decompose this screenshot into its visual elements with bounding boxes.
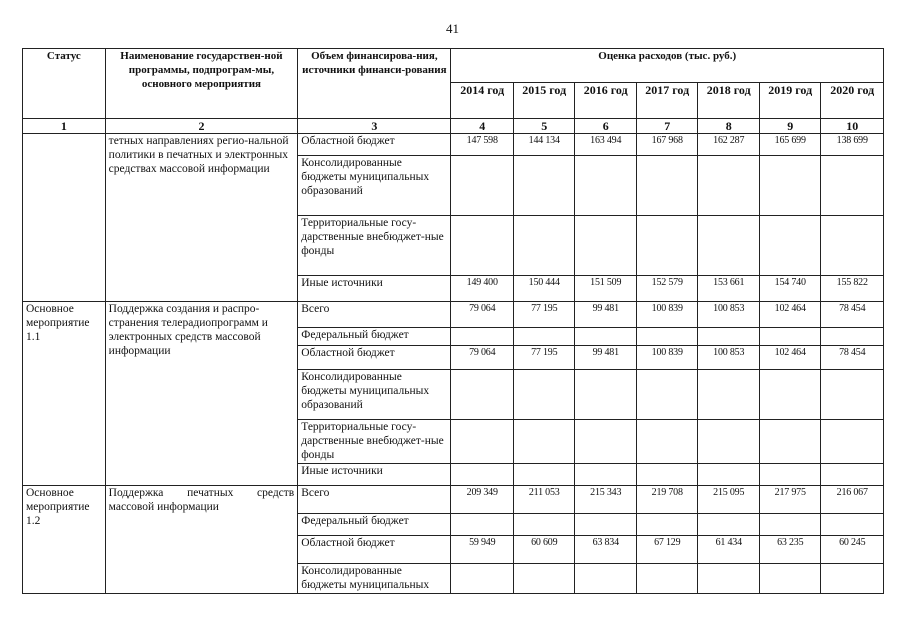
header-year: 2019 год	[759, 83, 821, 119]
value-cell	[759, 370, 821, 420]
value-cell	[575, 564, 637, 594]
value-cell: 77 195	[513, 346, 575, 370]
funding-source-cell: Всего	[298, 302, 451, 328]
column-number: 3	[298, 119, 451, 134]
value-cell	[698, 564, 760, 594]
value-cell: 165 699	[759, 134, 821, 156]
expenditure-table	[22, 48, 884, 594]
value-cell: 215 095	[698, 486, 760, 514]
value-cell	[575, 420, 637, 464]
value-cell: 63 235	[759, 536, 821, 564]
value-cell: 100 839	[636, 346, 698, 370]
value-cell: 100 839	[636, 302, 698, 328]
table-body	[23, 134, 884, 594]
funding-source-cell: Консолидированные бюджеты муниципальных образований	[298, 156, 451, 216]
header-year: 2017 год	[636, 83, 698, 119]
value-cell	[698, 514, 760, 536]
value-cell	[451, 156, 514, 216]
header-year: 2016 год	[575, 83, 637, 119]
value-cell: 79 064	[451, 302, 514, 328]
value-cell	[636, 464, 698, 486]
funding-source-cell: Областной бюджет	[298, 536, 451, 564]
header-year: 2014 год	[451, 83, 514, 119]
value-cell	[451, 464, 514, 486]
value-cell: 209 349	[451, 486, 514, 514]
value-cell	[513, 370, 575, 420]
value-cell: 216 067	[821, 486, 884, 514]
value-cell: 144 134	[513, 134, 575, 156]
value-cell	[513, 156, 575, 216]
value-cell	[759, 464, 821, 486]
header-year: 2015 год	[513, 83, 575, 119]
value-cell: 79 064	[451, 346, 514, 370]
value-cell: 147 598	[451, 134, 514, 156]
funding-source-cell: Областной бюджет	[298, 346, 451, 370]
column-number: 1	[23, 119, 106, 134]
funding-source-cell: Иные источники	[298, 276, 451, 302]
funding-source-cell: Областной бюджет	[298, 134, 451, 156]
column-number: 7	[636, 119, 698, 134]
value-cell	[759, 564, 821, 594]
value-cell	[698, 328, 760, 346]
program-cell: тетных направлениях регио-нальной политики в печатных и электронных средствах массовой информации	[105, 134, 298, 302]
value-cell	[575, 156, 637, 216]
value-cell: 100 853	[698, 346, 760, 370]
status-cell	[23, 134, 106, 302]
value-cell: 151 509	[575, 276, 637, 302]
value-cell	[513, 328, 575, 346]
value-cell	[513, 464, 575, 486]
funding-source-cell: Всего	[298, 486, 451, 514]
value-cell	[821, 370, 884, 420]
value-cell: 167 968	[636, 134, 698, 156]
header-funding: Объем финансирова-ния, источники финанси-рования	[298, 49, 451, 119]
column-number: 5	[513, 119, 575, 134]
value-cell	[513, 564, 575, 594]
value-cell	[821, 156, 884, 216]
value-cell	[451, 216, 514, 276]
status-cell: Основное мероприятие 1.2	[23, 486, 106, 594]
value-cell: 67 129	[636, 536, 698, 564]
value-cell: 155 822	[821, 276, 884, 302]
value-cell: 138 699	[821, 134, 884, 156]
value-cell	[698, 216, 760, 276]
value-cell	[759, 420, 821, 464]
value-cell	[636, 564, 698, 594]
value-cell: 99 481	[575, 302, 637, 328]
value-cell	[636, 328, 698, 346]
value-cell	[575, 464, 637, 486]
value-cell	[575, 370, 637, 420]
column-number: 2	[105, 119, 298, 134]
value-cell	[513, 514, 575, 536]
value-cell	[513, 420, 575, 464]
value-cell	[821, 328, 884, 346]
value-cell	[759, 328, 821, 346]
value-cell	[698, 156, 760, 216]
value-cell: 163 494	[575, 134, 637, 156]
header-year: 2018 год	[698, 83, 760, 119]
header-program: Наименование государствен-ной программы, подпрограм-мы, основного мероприятия	[105, 49, 298, 119]
value-cell: 150 444	[513, 276, 575, 302]
value-cell	[451, 514, 514, 536]
status-cell: Основное мероприятие 1.1	[23, 302, 106, 486]
value-cell	[636, 156, 698, 216]
funding-source-cell: Территориальные госу-дарственные внебюджет-ные фонды	[298, 216, 451, 276]
value-cell: 63 834	[575, 536, 637, 564]
value-cell	[821, 564, 884, 594]
value-cell: 60 609	[513, 536, 575, 564]
value-cell	[698, 370, 760, 420]
program-cell: Поддержка печатных средств массовой информации	[105, 486, 298, 594]
value-cell	[759, 514, 821, 536]
value-cell	[636, 216, 698, 276]
funding-source-cell: Федеральный бюджет	[298, 328, 451, 346]
funding-source-cell: Иные источники	[298, 464, 451, 486]
value-cell: 149 400	[451, 276, 514, 302]
value-cell: 102 464	[759, 346, 821, 370]
value-cell	[821, 464, 884, 486]
funding-source-cell: Консолидированные бюджеты муниципальных образований	[298, 370, 451, 420]
value-cell: 78 454	[821, 302, 884, 328]
value-cell	[759, 216, 821, 276]
column-number: 4	[451, 119, 514, 134]
value-cell: 153 661	[698, 276, 760, 302]
value-cell	[451, 420, 514, 464]
value-cell	[821, 420, 884, 464]
value-cell: 78 454	[821, 346, 884, 370]
value-cell: 152 579	[636, 276, 698, 302]
column-number: 8	[698, 119, 760, 134]
value-cell	[698, 464, 760, 486]
funding-source-cell: Территориальные госу-дарственные внебюджет-ные фонды	[298, 420, 451, 464]
value-cell: 61 434	[698, 536, 760, 564]
value-cell: 211 053	[513, 486, 575, 514]
value-cell: 217 975	[759, 486, 821, 514]
value-cell	[575, 328, 637, 346]
value-cell	[451, 564, 514, 594]
value-cell	[451, 370, 514, 420]
value-cell	[451, 328, 514, 346]
table-row	[23, 134, 884, 156]
value-cell	[821, 216, 884, 276]
funding-source-cell: Федеральный бюджет	[298, 514, 451, 536]
funding-source-cell: Консолидированные бюджеты муниципальных	[298, 564, 451, 594]
column-number: 10	[821, 119, 884, 134]
value-cell	[636, 370, 698, 420]
value-cell: 162 287	[698, 134, 760, 156]
column-number: 9	[759, 119, 821, 134]
value-cell: 154 740	[759, 276, 821, 302]
page-number: 41	[446, 21, 459, 36]
column-number: 6	[575, 119, 637, 134]
value-cell	[575, 216, 637, 276]
program-cell: Поддержка создания и распро-странения телерадиопрограмм и электронных средств массовой информации	[105, 302, 298, 486]
value-cell	[636, 420, 698, 464]
value-cell: 102 464	[759, 302, 821, 328]
value-cell: 99 481	[575, 346, 637, 370]
header-year: 2020 год	[821, 83, 884, 119]
value-cell	[821, 514, 884, 536]
value-cell	[513, 216, 575, 276]
value-cell: 59 949	[451, 536, 514, 564]
value-cell	[759, 156, 821, 216]
value-cell	[636, 514, 698, 536]
value-cell: 215 343	[575, 486, 637, 514]
value-cell	[575, 514, 637, 536]
value-cell: 77 195	[513, 302, 575, 328]
table-row	[23, 486, 884, 514]
header-estimate: Оценка расходов (тыс. руб.)	[451, 49, 884, 83]
value-cell: 100 853	[698, 302, 760, 328]
header-status: Статус	[23, 49, 106, 119]
value-cell: 60 245	[821, 536, 884, 564]
value-cell: 219 708	[636, 486, 698, 514]
value-cell	[698, 420, 760, 464]
table-row	[23, 302, 884, 328]
